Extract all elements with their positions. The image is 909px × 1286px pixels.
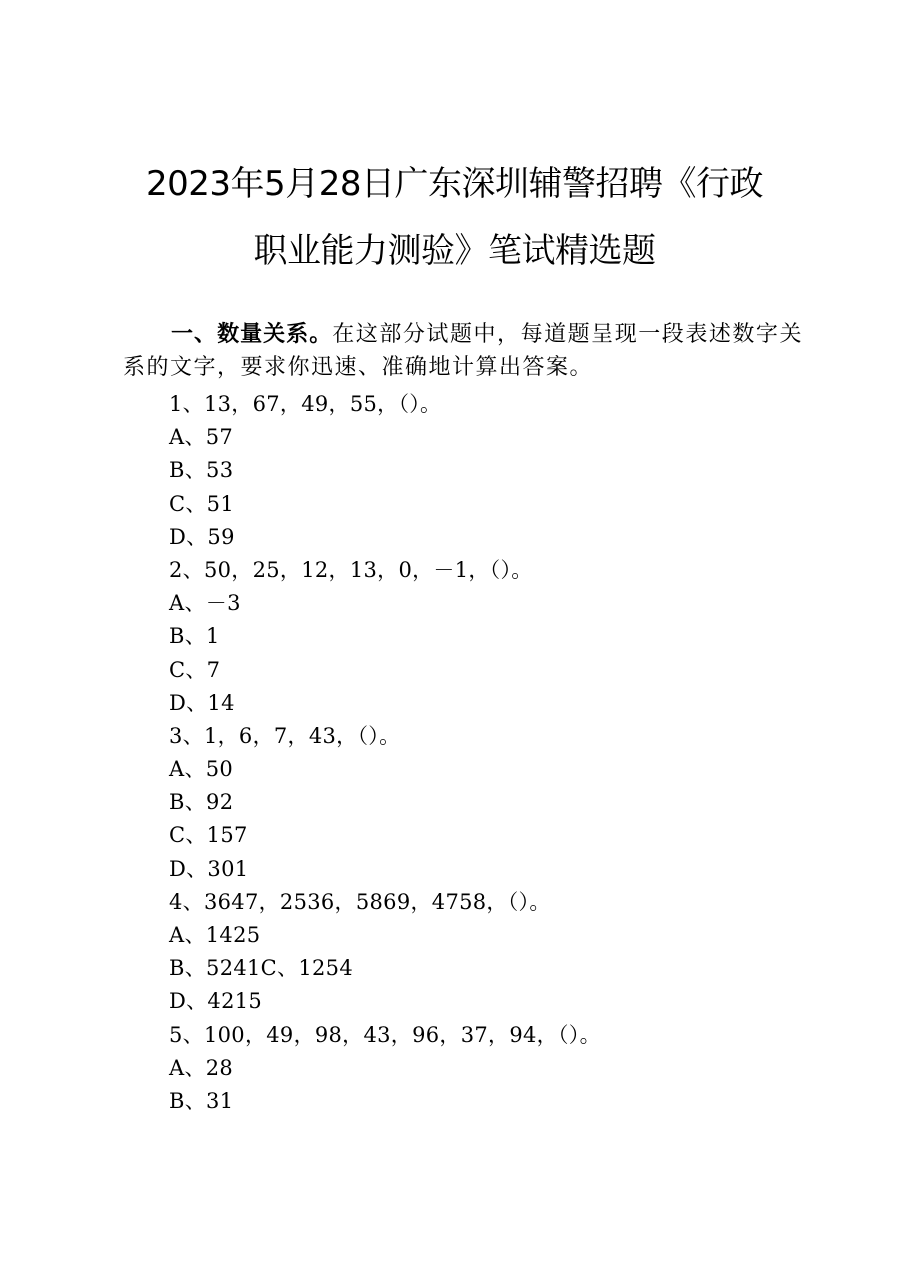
option-line: D、301: [169, 856, 249, 881]
document-title-line-1: 2023年5月28日广东深圳辅警招聘《行政: [146, 164, 763, 204]
option-line: D、14: [169, 690, 235, 715]
section-heading: 一、数量关系。: [171, 322, 333, 347]
question-line: 3、1，6，7，43，（）。: [169, 723, 401, 748]
option-line: B、92: [169, 790, 234, 815]
question-line: 1、13，67，49，55，（）。: [169, 392, 442, 416]
option-line: A、57: [169, 425, 234, 450]
question-line: 4、3647，2536，5869，4758，（）。: [169, 889, 551, 914]
option-line: A、－3: [169, 591, 241, 616]
question-line: 5、100，49，98，43，96，37，94，（）。: [169, 1022, 601, 1047]
option-line: B、53: [169, 458, 234, 483]
option-line: A、28: [169, 1055, 234, 1080]
option-line: A、50: [169, 757, 234, 782]
option-line: A、1425: [169, 923, 261, 947]
option-line: C、7: [169, 657, 221, 682]
option-line: D、59: [169, 524, 235, 549]
option-line: B、31: [169, 1088, 234, 1113]
option-line: C、157: [169, 823, 248, 848]
option-line: C、51: [169, 491, 234, 516]
document-title-line-2: 职业能力测验》笔试精选题: [253, 231, 656, 271]
option-line: B、1: [169, 624, 220, 649]
question-list: [169, 388, 809, 1118]
question-line: 2、50，25，12，13，0，－1，（）。: [169, 557, 533, 582]
section-intro-text: 在这部分试题中，每道题呈现一段表述数字关系的文字，要求你迅速、准确地计算出答案。: [123, 322, 803, 380]
option-line: D、4215: [169, 989, 263, 1014]
option-line: B、5241C、1254: [169, 956, 353, 981]
section-intro-paragraph: [123, 318, 803, 384]
